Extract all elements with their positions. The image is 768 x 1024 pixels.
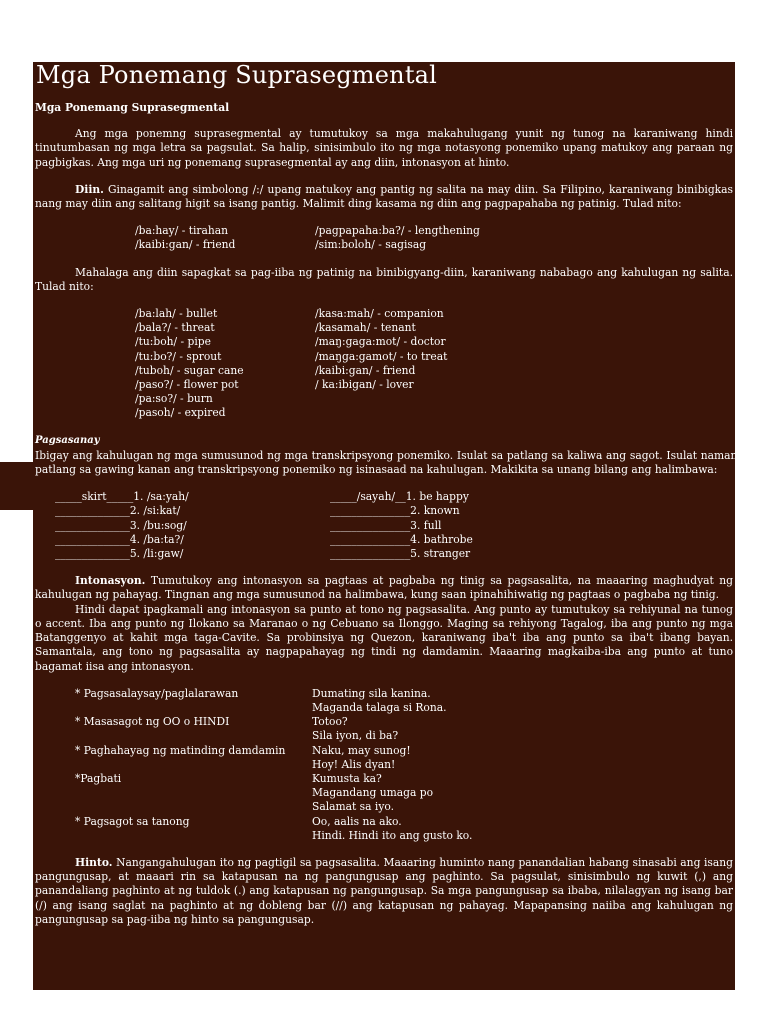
intonation-row [35,687,733,701]
example-left: /tu:bo?/ - sprout [135,349,222,363]
exercise-right: _______________5. stranger [330,547,471,561]
drill-instruction: Ibigay ang kahulugan ng mga sumusunod ng mga transkripsyong ponemiko. Isulat sa patlang sa kaliwa ang sagot. Isulat naman sa patlang sa gawing kanan ang transkripsyong ponemiko ng isinasaad na kahulugan. Makikita sa unang bilang ang halimbawa: [35,448,753,477]
intonation-row [35,800,733,814]
intonation-row [35,758,733,772]
intonation-row [35,744,733,758]
intonation-type [75,829,312,843]
example-right: /sim:boloh/ - sagisag [315,238,427,252]
intonasyon-examples [35,687,733,843]
intonation-type [75,800,312,814]
example-left: /paso?/ - flower pot [135,378,239,392]
example-left: /bala?/ - threat [135,321,215,335]
intonasyon-paragraph [35,574,733,602]
example-right: /kasa:mah/ - companion [315,307,444,321]
intonasyon-label: Intonasyon. [75,574,146,588]
intonation-example: Hoy! Alis dyan! [312,757,396,771]
section-subtitle: Mga Ponemang Suprasegmental [35,101,230,114]
intonation-type [75,758,312,772]
intonation-type [75,786,312,800]
example-right [315,406,635,420]
intonation-example: Naku, may sunog! [312,743,411,757]
example-row [35,392,733,406]
intonation-example: Sila iyon, di ba? [312,729,399,743]
intonation-row [35,815,733,829]
intonation-row [35,701,733,715]
exercise-left: ______________5. /li:gaw/ [55,547,184,561]
intonasyon-text: Tumutukoy ang intonasyon sa pagtaas at pagbaba ng tinig sa pagsasalita, na maaaring maghudyat ng kahulugan ng pahayag. Tingnan ang mga sumusunod na halimbawa, kung saan ipinahihiwatig ng pagtaas o pagbaba ng tinig. [35,574,733,602]
exercise-left: ______________4. /ba:ta?/ [55,532,184,546]
exercise-row [35,519,733,533]
example-row [35,238,733,252]
intonation-row [35,829,733,843]
example-row [35,321,733,335]
example-left: /tuboh/ - sugar cane [135,363,244,377]
example-row [35,307,733,321]
intonation-row [35,786,733,800]
example-right [315,392,635,406]
intonation-type: *Pagbati [75,771,122,785]
intonasyon-paragraph-2: Hindi dapat ipagkamali ang intonasyon sa punto at tono ng pagsasalita. Ang punto ay tumutukoy sa rehiyunal na tunog o accent. Iba ang punto ng Ilokano sa Maranao o ng Cebuano sa Ilonggo. Maging sa rehiyong Tagalog, iba ang punto ng mga Batanggenyo at kahit mga taga-Cavite. Sa probinsiya ng Quezon, karaniwang iba't iba ang punto sa iba't ibang bayan. Samantala, ang tono ng pagsasalita ay nagpapahayag ng tindi ng damdamin. Maaaring magkaiba-iba ang punto at tuno bagamat iisa ang intonasyon. [35,602,733,673]
example-right: /kaibi:gan/ - friend [315,363,416,377]
diin-paragraph [35,183,733,211]
example-right: /kasamah/ - tenant [315,321,416,335]
exercise-left: _____skirt_____1. /sa:yah/ [55,490,189,504]
diin-label: Diin. [75,182,104,196]
example-row [35,378,733,392]
page-title: Mga Ponemang Suprasegmental [36,61,438,89]
intonation-example: Oo, aalis na ako. [312,814,402,828]
diin-examples-2 [35,307,733,421]
example-right: /maŋga:gamot/ - to treat [315,349,448,363]
intonation-type: * Pagsasalaysay/paglalarawan [75,686,239,700]
diin-paragraph-2: Mahalaga ang diin sapagkat sa pag-iiba ng patinig na binibigyang-diin, karaniwang nababago ang kahulugan ng salita. Tulad nito: [35,265,733,293]
exercise-row [35,547,733,561]
intonation-row [35,729,733,743]
panel-tab [0,462,40,510]
intonation-row [35,715,733,729]
hinto-paragraph [35,856,733,927]
example-row [35,406,733,420]
exercise-left: ______________3. /bu:sog/ [55,518,187,532]
intonation-type: * Paghahayag ng matinding damdamin [75,743,286,757]
diin-text: Ginagamit ang simbolong /:/ upang matukoy ang pantig ng salita na may diin. Sa Filipino, karaniwang binibigkas nang may diin ang salitang higit sa isang pantig. Malimit ding kasama ng diin ang pagpapahaba ng patinig. Tulad nito: [35,182,733,211]
intonation-example: Maganda talaga si Rona. [312,700,447,714]
example-right: / ka:ibigan/ - lover [315,378,414,392]
example-left: /ba:hay/ - tirahan [135,224,229,238]
diin-examples-1 [35,224,733,252]
exercise-right: _______________4. bathrobe [330,532,473,546]
example-right: /maŋ:gaga:mot/ - doctor [315,335,446,349]
example-left: /kaibi:gan/ - friend [135,238,236,252]
intonation-type [75,701,312,715]
example-row [35,364,733,378]
intonation-example: Dumating sila kanina. [312,686,431,700]
exercise-right: _______________3. full [330,518,442,532]
drill-heading: Pagsasanay [35,434,100,446]
intonation-example: Kumusta ka? [312,771,382,785]
example-row [35,224,733,238]
intonation-type [75,729,312,743]
hinto-label: Hinto. [75,855,113,869]
exercise-row [35,490,733,504]
intonation-type: * Pagsagot sa tanong [75,814,190,828]
exercise-right: _____/sayah/__1. be happy [330,490,469,504]
example-row [35,350,733,364]
exercise-row [35,504,733,518]
example-row [35,335,733,349]
intonation-example: Hindi. Hindi ito ang gusto ko. [312,828,473,842]
example-left: /ba:lah/ - bullet [135,307,218,321]
exercise-left: ______________2. /si:kat/ [55,504,181,518]
example-left: /tu:boh/ - pipe [135,335,211,349]
example-left: /pasoh/ - expired [135,406,226,420]
intonation-row [35,772,733,786]
hinto-text: Nangangahulugan ito ng pagtigil sa pagsasalita. Maaaring huminto nang panandalian habang sinasabi ang isang pangungusap, at maaari rin sa katapusan na ng pangungusap ang paghinto. Sa pagsulat, sinisimbulo ng kuwit (,) ang panandaliang paghinto at ng tuldok (.) ang katapusan ng pangungusap. Sa mga pangungusap sa ibaba, nilalagyan ng isang bar (/) ang isang saglat na paghinto at ng dobleng bar (//) ang katapusan ng pahayag. Mapapansing naiiba ang kahulugan ng pangungusap sa pag-iiba ng hinto sa pangungusap. [35,855,733,926]
intonation-type: * Masasagot ng OO o HINDI [75,715,230,729]
exercise-row [35,533,733,547]
example-left: /pa:so?/ - burn [135,392,213,406]
intonation-example: Salamat sa iyo. [312,800,395,814]
document-body [35,101,753,927]
intonation-example: Totoo? [312,715,348,729]
intro-paragraph: Ang mga ponemng suprasegmental ay tumutukoy sa mga makahulugang yunit ng tunog na karaniwang hindi tinutumbasan ng mga letra sa pagsulat. Sa halip, sinisimbulo ito ng mga notasyong ponemiko upang matukoy ang paraan ng pagbigkas. Ang mga uri ng ponemang suprasegmental ay ang diin, intonasyon at hinto. [35,127,733,169]
example-right: /pagpapaha:ba?/ - lengthening [315,224,480,238]
exercise-right: _______________2. known [330,504,460,518]
drill-exercises [35,490,733,561]
intonation-example: Magandang umaga po [312,786,434,800]
